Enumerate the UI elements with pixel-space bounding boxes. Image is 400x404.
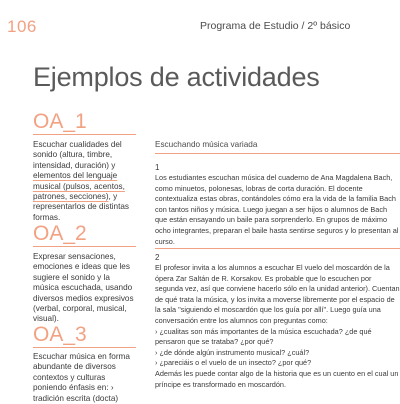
activity-2-intro: El profesor invita a los alumnos a escuchar El vuelo del moscardón de la ópera Zar Saltán de R. Korsakov. Es probable que lo escuchen por segunda vez, así que conviene hacerlo sólo en la unidad anterior). Cuentan de qué trata la música, y los invita a moverse libremente por el espacio de la sala "siguiendo el moscardón que los guía por allí". Luego guía una conversación entre los alumnos con preguntas como: [155, 263, 400, 325]
activity-1-number: 1 [155, 163, 160, 172]
activity-2-body [155, 263, 400, 390]
oa-1-text-after: , y representarlos de distintas formas. [33, 192, 130, 222]
oa-3-divider [33, 347, 136, 348]
question-item: › ¿pareciáis o el vuelo de un insecto? ¿por qué? [155, 358, 400, 369]
oa-1-highlight: elementos del lenguaje musical (pulsos, acentos, patrones, secciones) [33, 171, 125, 202]
oa-2-heading: OA_2 [33, 222, 87, 245]
oa-1-text-before: Escuchar cualidades del sonido (altura, timbre, intensidad, duración) y [33, 140, 122, 170]
page-title: Ejemplos de actividades [33, 62, 320, 92]
activity-title: Escuchando música variada [155, 140, 258, 149]
oa-2-text: Expresar sensaciones, emociones e ideas que les sugiere el sonido y la música escuchada, usando diversos medios expresivos (verbal, corporal, musical, visual). [33, 252, 134, 324]
page-number: 106 [7, 17, 37, 36]
activity-2-question-list [155, 327, 400, 369]
running-header: Programa de Estudio / 2º básico [200, 20, 351, 32]
oa-1-divider [33, 134, 136, 135]
activity-divider [155, 248, 400, 249]
oa-3-text: Escuchar música en forma abundante de diversos contextos y culturas poniendo énfasis en: › tradición escrita (docta) [33, 352, 130, 403]
oa-2-divider [33, 246, 136, 247]
activity-1-text: Los estudiantes escuchan música del cuaderno de Ana Magdalena Bach, como minuetos, polonesas, lobras de corta duración. El docente contextualiza estas obras, contándoles cómo era la vida de la familia Bach con tantos niños y música. Luego juegan a ser hijos o alumnos de Bach que están ensayando un baile para sorprenderlo. En grupos de máximo ocho integrantes, preparan el baile hasta sentirse seguros y lo presentan al curso. [155, 173, 399, 246]
oa-1-text [33, 140, 138, 223]
question-item: › ¿cualitas son más importantes de la música escuchada? ¿de qué pensaron que se trataba? ¿por qué? [155, 327, 400, 348]
activity-2-number: 2 [155, 253, 160, 262]
oa-3-heading: OA_3 [33, 323, 87, 346]
question-item: › ¿de dónde algún instrumento musical? ¿cuál? [155, 348, 400, 359]
activity-2-outro: Además les puede contar algo de la historia que es un cuento en el cual un príncipe es transformado en moscardón. [155, 368, 399, 389]
activity-title-divider [155, 153, 400, 154]
oa-1-heading: OA_1 [33, 110, 87, 133]
